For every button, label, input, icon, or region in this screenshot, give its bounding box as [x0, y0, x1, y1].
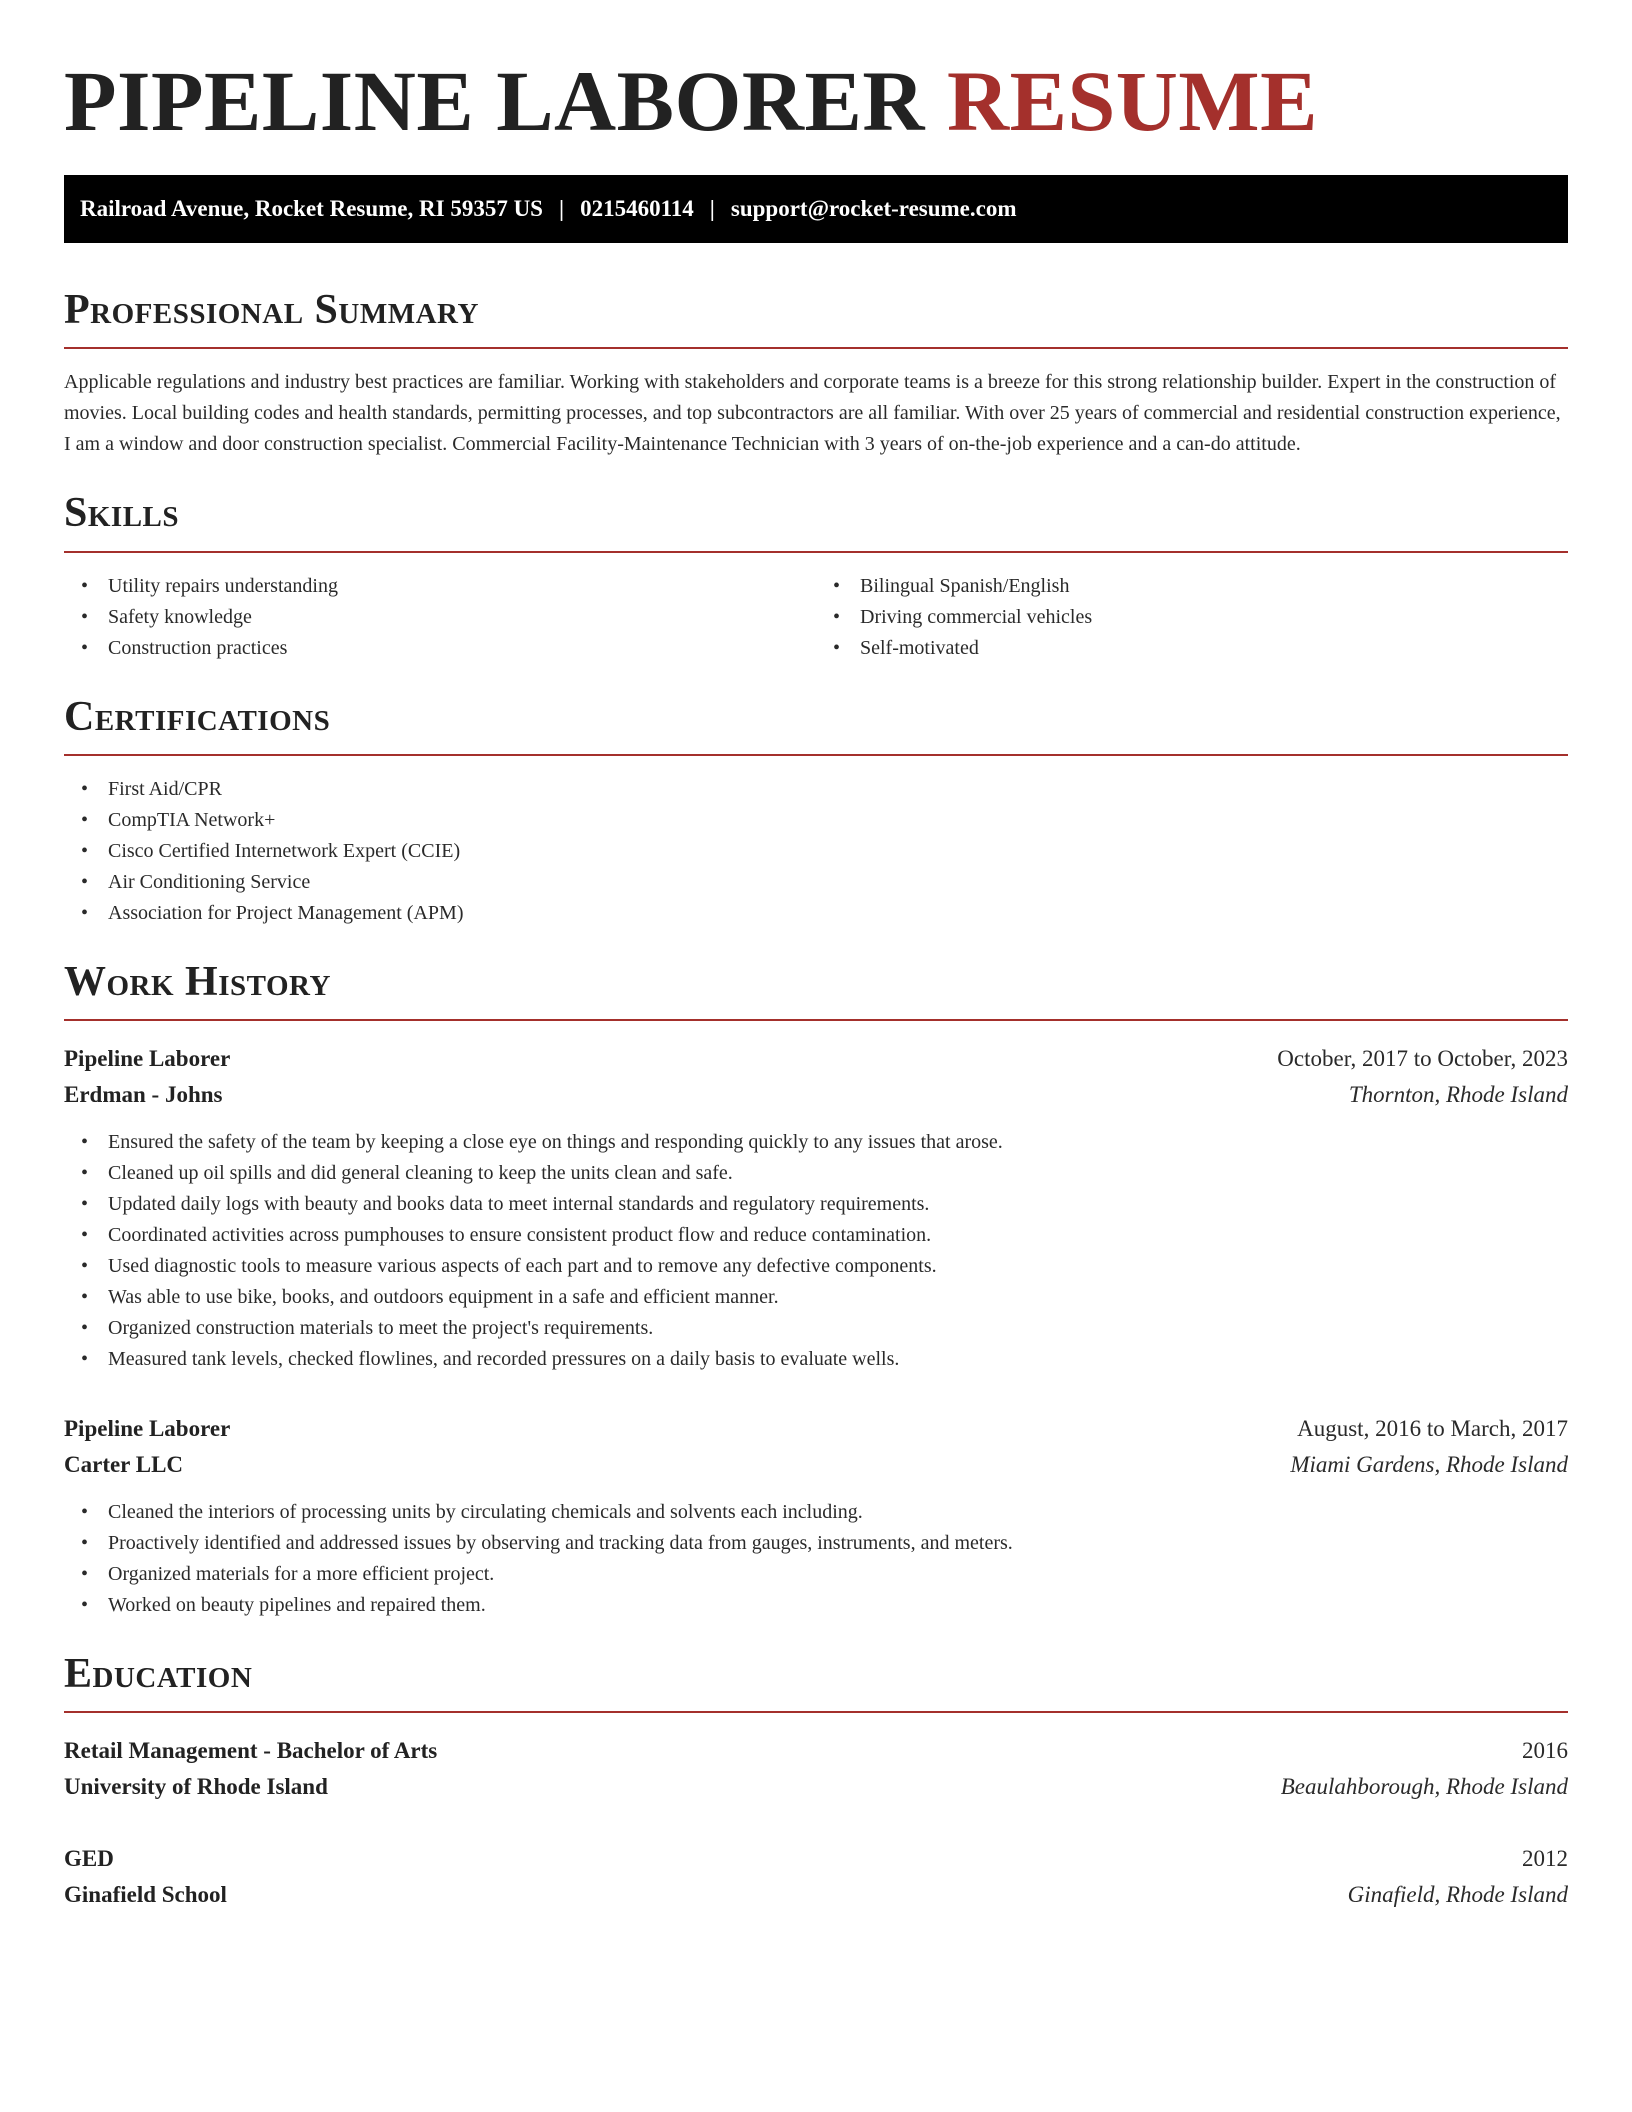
list-item-text: Worked on beauty pipelines and repaired them. — [108, 1593, 486, 1616]
bullet-marker: • — [833, 574, 841, 597]
list-item-text: Used diagnostic tools to measure various aspects of each part and to remove any defective components. — [108, 1254, 937, 1277]
bullet-marker: • — [81, 1285, 89, 1308]
list-item-text: Association for Project Management (APM) — [108, 901, 464, 924]
resume-title — [64, 50, 1568, 153]
job-location: Thornton, Rhode Island — [1348, 1081, 1568, 1107]
list-item-text: Measured tank levels, checked flowlines, and recorded pressures on a daily basis to evaluate wells. — [108, 1347, 900, 1370]
job-location: Miami Gardens, Rhode Island — [1290, 1451, 1568, 1477]
list-item — [816, 571, 1568, 602]
list-item-text: Cleaned the interiors of processing units by circulating chemicals and solvents each including. — [108, 1500, 863, 1523]
summary-text: Applicable regulations and industry best practices are familiar. Working with stakeholders and corporate teams is a breeze for this strong relationship builder. Expert in the construction of movies. Local building codes and health standards, permitting processes, and top subcontractors are all familiar. With over 25 years of commercial and residential construction experience, I am a window and door construction specialist. Commercial Facility-Maintenance Technician with 3 years of on-the-job experience and a can-do attitude. — [64, 371, 1561, 456]
list-item-text: Updated daily logs with beauty and books data to meet internal standards and regulatory requirements. — [108, 1192, 930, 1215]
degree-name: GED — [64, 1846, 114, 1872]
bullet-marker: • — [81, 1316, 89, 1339]
list-item-text: Construction practices — [108, 636, 288, 659]
list-item-text: Proactively identified and addressed issues by observing and tracking data from gauges, instruments, and meters. — [108, 1531, 1013, 1554]
section-divider — [64, 1711, 1568, 1713]
list-item-text: Ensured the safety of the team by keeping a close eye on things and responding quickly to any issues that arose. — [108, 1130, 1003, 1153]
list-item — [64, 1220, 1568, 1251]
education-entry-subheader — [64, 1877, 1568, 1913]
contact-phone: 0215460114 — [580, 196, 694, 222]
contact-separator: | — [558, 196, 565, 222]
summary-section — [64, 287, 1568, 460]
job-title: Pipeline Laborer — [64, 1415, 231, 1441]
bullet-marker: • — [81, 1223, 89, 1246]
list-item-text: First Aid/CPR — [108, 777, 222, 800]
list-item-text: Organized materials for a more efficient project. — [108, 1562, 495, 1585]
job-dates: August, 2016 to March, 2017 — [1297, 1415, 1568, 1441]
section-heading: Education — [64, 1650, 253, 1697]
bullet-marker: • — [81, 839, 89, 862]
job-duties-list — [64, 1497, 1568, 1621]
list-item — [64, 1344, 1568, 1375]
list-item-text: Cleaned up oil spills and did general cleaning to keep the units clean and safe. — [108, 1161, 733, 1184]
list-item-text: Coordinated activities across pumphouses to ensure consistent product flow and reduce contamination. — [108, 1223, 932, 1246]
job-title: Pipeline Laborer — [64, 1045, 231, 1071]
education-section — [64, 1651, 1568, 1913]
work-entry-header — [64, 1041, 1568, 1077]
list-item-text: Driving commercial vehicles — [860, 605, 1093, 628]
bullet-marker: • — [833, 605, 841, 628]
title-accent: RESUME — [947, 53, 1318, 149]
company-name: Erdman - Johns — [64, 1081, 223, 1107]
contact-bar — [64, 175, 1568, 243]
list-item — [64, 1189, 1568, 1220]
list-item — [64, 633, 816, 664]
list-item — [64, 836, 1568, 867]
list-item — [64, 1282, 1568, 1313]
list-item — [64, 898, 1568, 929]
list-item — [64, 774, 1568, 805]
list-item-text: Cisco Certified Internetwork Expert (CCIE) — [108, 839, 461, 862]
bullet-marker: • — [81, 1347, 89, 1370]
skills-list — [816, 571, 1568, 664]
bullet-marker: • — [81, 777, 89, 800]
list-item — [64, 867, 1568, 898]
list-item — [64, 1158, 1568, 1189]
work-entry-subheader — [64, 1077, 1568, 1113]
bullet-marker: • — [81, 1192, 89, 1215]
bullet-marker: • — [81, 1500, 89, 1523]
contact-address: Railroad Avenue, Rocket Resume, RI 59357 US — [80, 196, 543, 222]
education-entry-header — [64, 1841, 1568, 1877]
school-name: Ginafield School — [64, 1882, 227, 1908]
school-name: University of Rhode Island — [64, 1774, 328, 1800]
skills-section — [64, 490, 1568, 663]
bullet-marker: • — [81, 605, 89, 628]
list-item-text: Air Conditioning Service — [108, 870, 311, 893]
education-entry-header — [64, 1733, 1568, 1769]
section-heading: Certifications — [64, 693, 331, 740]
bullet-marker: • — [81, 1562, 89, 1585]
list-item-text: Was able to use bike, books, and outdoors equipment in a safe and efficient manner. — [108, 1285, 779, 1308]
bullet-marker: • — [81, 808, 89, 831]
work-entry — [64, 1411, 1568, 1621]
bullet-marker: • — [81, 1254, 89, 1277]
skills-column-right — [816, 553, 1568, 664]
list-item-text: Self-motivated — [860, 636, 979, 659]
list-item — [64, 571, 816, 602]
skills-column-left — [64, 553, 816, 664]
list-item-text: Organized construction materials to meet the project's requirements. — [108, 1316, 654, 1339]
list-item — [816, 602, 1568, 633]
bullet-marker: • — [81, 1130, 89, 1153]
work-entry — [64, 1041, 1568, 1375]
work-entry-subheader — [64, 1447, 1568, 1483]
section-heading: Skills — [64, 490, 180, 537]
school-location: Beaulahborough, Rhode Island — [1280, 1774, 1568, 1800]
list-item — [64, 1528, 1568, 1559]
bullet-marker: • — [81, 1531, 89, 1554]
degree-name: Retail Management - Bachelor of Arts — [64, 1738, 438, 1764]
section-divider — [64, 347, 1568, 349]
company-name: Carter LLC — [64, 1451, 184, 1477]
list-item — [64, 1127, 1568, 1158]
education-entry — [64, 1841, 1568, 1913]
list-item — [64, 805, 1568, 836]
work-entry-header — [64, 1411, 1568, 1447]
title-main: PIPELINE LABORER — [64, 53, 925, 149]
education-entry-subheader — [64, 1769, 1568, 1805]
school-location: Ginafield, Rhode Island — [1347, 1882, 1568, 1908]
list-item — [64, 1590, 1568, 1621]
bullet-marker: • — [81, 901, 89, 924]
contact-email: support@rocket-resume.com — [730, 196, 1017, 222]
list-item — [64, 602, 816, 633]
bullet-marker: • — [81, 636, 89, 659]
list-item-text: Safety knowledge — [108, 605, 252, 628]
section-divider — [64, 1019, 1568, 1021]
job-duties-list — [64, 1127, 1568, 1375]
education-entry — [64, 1733, 1568, 1805]
list-item — [64, 1251, 1568, 1282]
section-divider — [64, 754, 1568, 756]
bullet-marker: • — [81, 1593, 89, 1616]
contact-separator: | — [709, 196, 715, 222]
list-item-text: Utility repairs understanding — [108, 574, 338, 597]
certifications-list — [64, 774, 1568, 929]
graduation-year: 2016 — [1522, 1738, 1568, 1764]
graduation-year: 2012 — [1522, 1846, 1568, 1872]
skills-columns — [64, 553, 1568, 664]
list-item-text: Bilingual Spanish/English — [860, 574, 1070, 597]
skills-list — [64, 571, 816, 664]
bullet-marker: • — [81, 574, 89, 597]
list-item — [816, 633, 1568, 664]
list-item-text: CompTIA Network+ — [108, 808, 276, 831]
job-dates: October, 2017 to October, 2023 — [1277, 1045, 1568, 1071]
work-history-section — [64, 959, 1568, 1621]
certifications-section — [64, 694, 1568, 929]
bullet-marker: • — [833, 636, 841, 659]
list-item — [64, 1313, 1568, 1344]
bullet-marker: • — [81, 1161, 89, 1184]
section-heading: Work History — [64, 958, 331, 1005]
bullet-marker: • — [81, 870, 89, 893]
list-item — [64, 1559, 1568, 1590]
list-item — [64, 1497, 1568, 1528]
section-heading: Professional Summary — [64, 287, 479, 334]
